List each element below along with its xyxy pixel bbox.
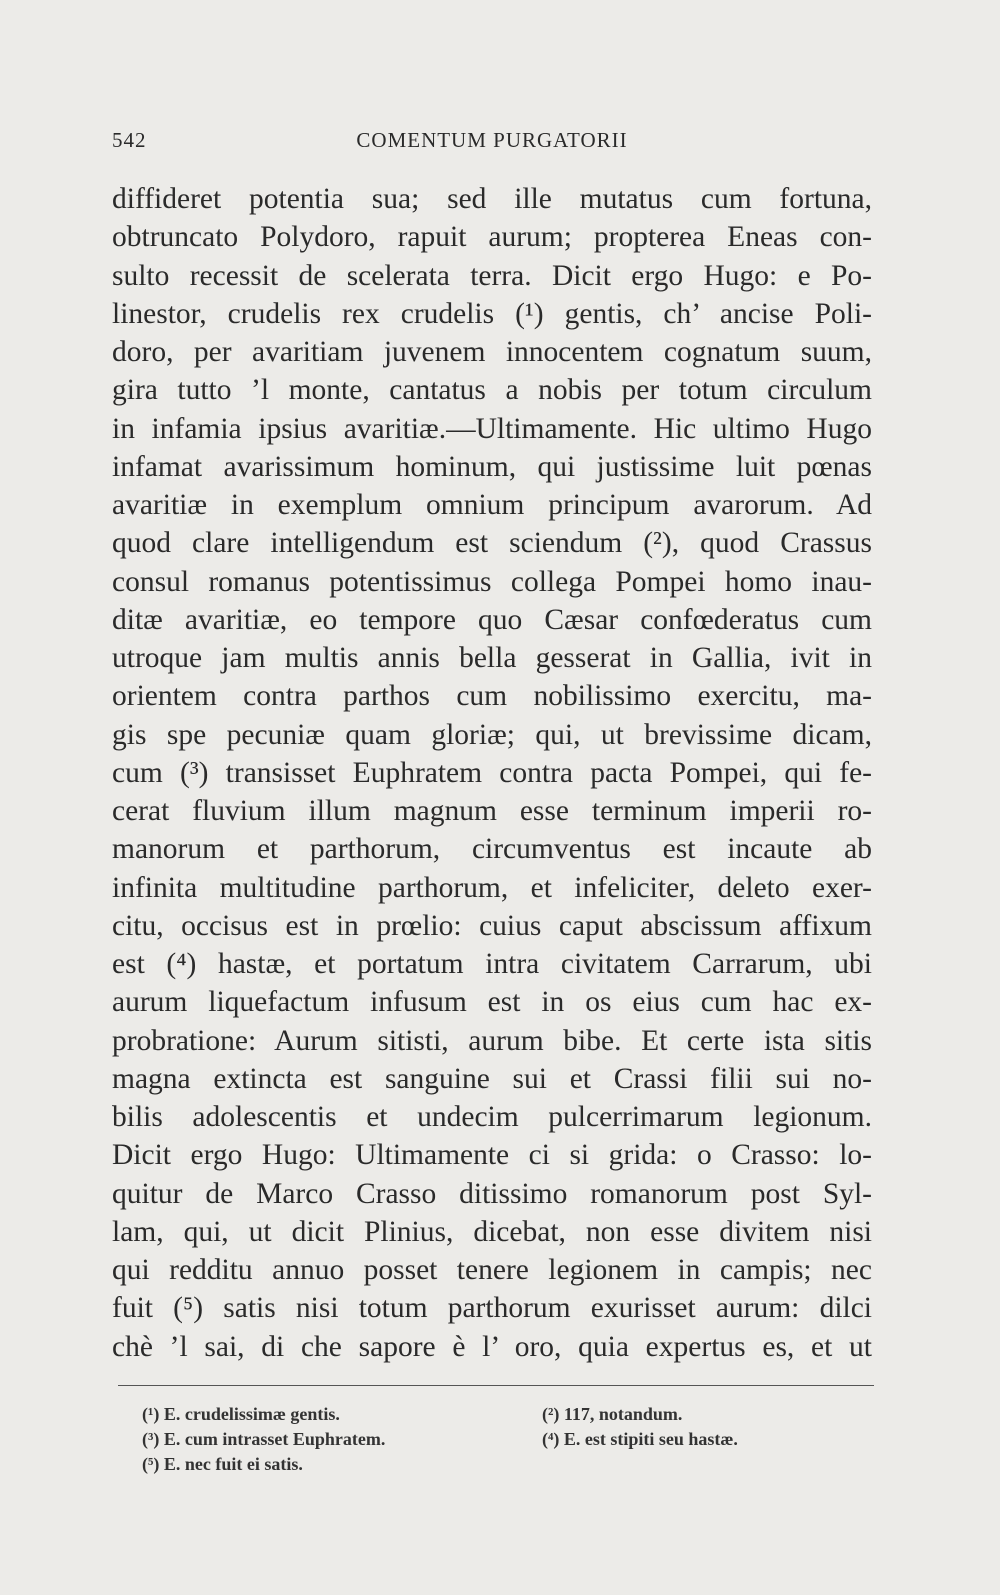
text-line: doro, per avaritiam juvenem innocentem cognatum suum,: [112, 336, 872, 368]
text-line: avaritiæ in exemplum omnium principum avarorum. Ad: [112, 489, 872, 521]
text-line: orientem contra parthos cum nobilissimo exercitu, ma-: [112, 680, 872, 713]
text-line: utroque jam multis annis bella gesserat in Gallia, ivit in: [112, 642, 872, 674]
text-line: aurum liquefactum infusum est in os eius cum hac ex-: [112, 986, 872, 1019]
text-line: bilis adolescentis et undecim pulcerrimarum legionum.: [112, 1101, 872, 1133]
text-line: sulto recessit de scelerata terra. Dicit ergo Hugo: e Po-: [112, 259, 872, 292]
text-line: ditæ avaritiæ, eo tempore quo Cæsar confœderatus cum: [112, 603, 872, 636]
footnote-divider: [118, 1385, 874, 1386]
footnote-1: (¹) E. crudelissimæ gentis.: [142, 1404, 340, 1424]
running-title: COMENTUM PURGATORII: [356, 128, 628, 152]
text-line: quod clare intelligendum est sciendum (²), quod Crassus: [112, 527, 872, 560]
text-line: manorum et parthorum, circumventus est incaute ab: [112, 833, 872, 866]
text-line: magna extincta est sanguine sui et Crassi filii sui no-: [112, 1062, 872, 1095]
footnote-row: [142, 1402, 872, 1427]
footnote-5: (⁵) E. nec fuit ei satis.: [142, 1454, 303, 1474]
text-line: fuit (⁵) satis nisi totum parthorum exurisset aurum: dilci: [112, 1292, 872, 1325]
text-line: est (⁴) hastæ, et portatum intra civitatem Carrarum, ubi: [112, 948, 872, 980]
text-line: cum (³) transisset Euphratem contra pacta Pompei, qui fe-: [112, 756, 872, 789]
text-line: diffideret potentia sua; sed ille mutatus cum fortuna,: [112, 183, 872, 215]
text-line: consul romanus potentissimus collega Pompei homo inau-: [112, 565, 872, 598]
text-line: citu, occisus est in prœlio: cuius caput abscissum affixum: [112, 909, 872, 942]
footnote-row: [142, 1452, 872, 1477]
text-line: gis spe pecuniæ quam gloriæ; qui, ut brevissime dicam,: [112, 718, 872, 751]
text-line: gira tutto ’l monte, cantatus a nobis per totum circulum: [112, 374, 872, 407]
footnote-2: (²) 117, notandum.: [542, 1404, 683, 1424]
footnote-3: (³) E. cum intrasset Euphratem.: [142, 1429, 386, 1449]
text-line: obtruncato Polydoro, rapuit aurum; propterea Eneas con-: [112, 221, 872, 254]
page-number: 542: [112, 128, 147, 152]
text-line: cerat fluvium illum magnum esse terminum imperii ro-: [112, 795, 872, 827]
text-line: infinita multitudine parthorum, et infeliciter, deleto exer-: [112, 871, 872, 904]
body-text: [112, 180, 872, 1366]
text-line: linestor, crudelis rex crudelis (¹) gentis, ch’ ancise Poli-: [112, 297, 872, 330]
page-header: [112, 128, 872, 160]
footnotes: [142, 1402, 872, 1477]
text-line: in infamia ipsius avaritiæ.—Ultimamente. Hic ultimo Hugo: [112, 412, 872, 445]
text-line: infamat avarissimum hominum, qui justissime luit pœnas: [112, 450, 872, 483]
text-line: qui redditu annuo posset tenere legionem in campis; nec: [112, 1254, 872, 1286]
text-line: lam, qui, ut dicit Plinius, dicebat, non esse divitem nisi: [112, 1215, 872, 1248]
footnote-4: (⁴) E. est stipiti seu hastæ.: [542, 1429, 738, 1449]
text-line: chè ’l sai, di che sapore è l’ oro, quia expertus es, et ut: [112, 1330, 872, 1363]
text-line: Dicit ergo Hugo: Ultimamente ci si grida: o Crasso: lo-: [112, 1139, 872, 1172]
footnote-row: [142, 1427, 872, 1452]
text-line: quitur de Marco Crasso ditissimo romanorum post Syl-: [112, 1177, 872, 1210]
text-line: probratione: Aurum sitisti, aurum bibe. Et certe ista sitis: [112, 1024, 872, 1057]
